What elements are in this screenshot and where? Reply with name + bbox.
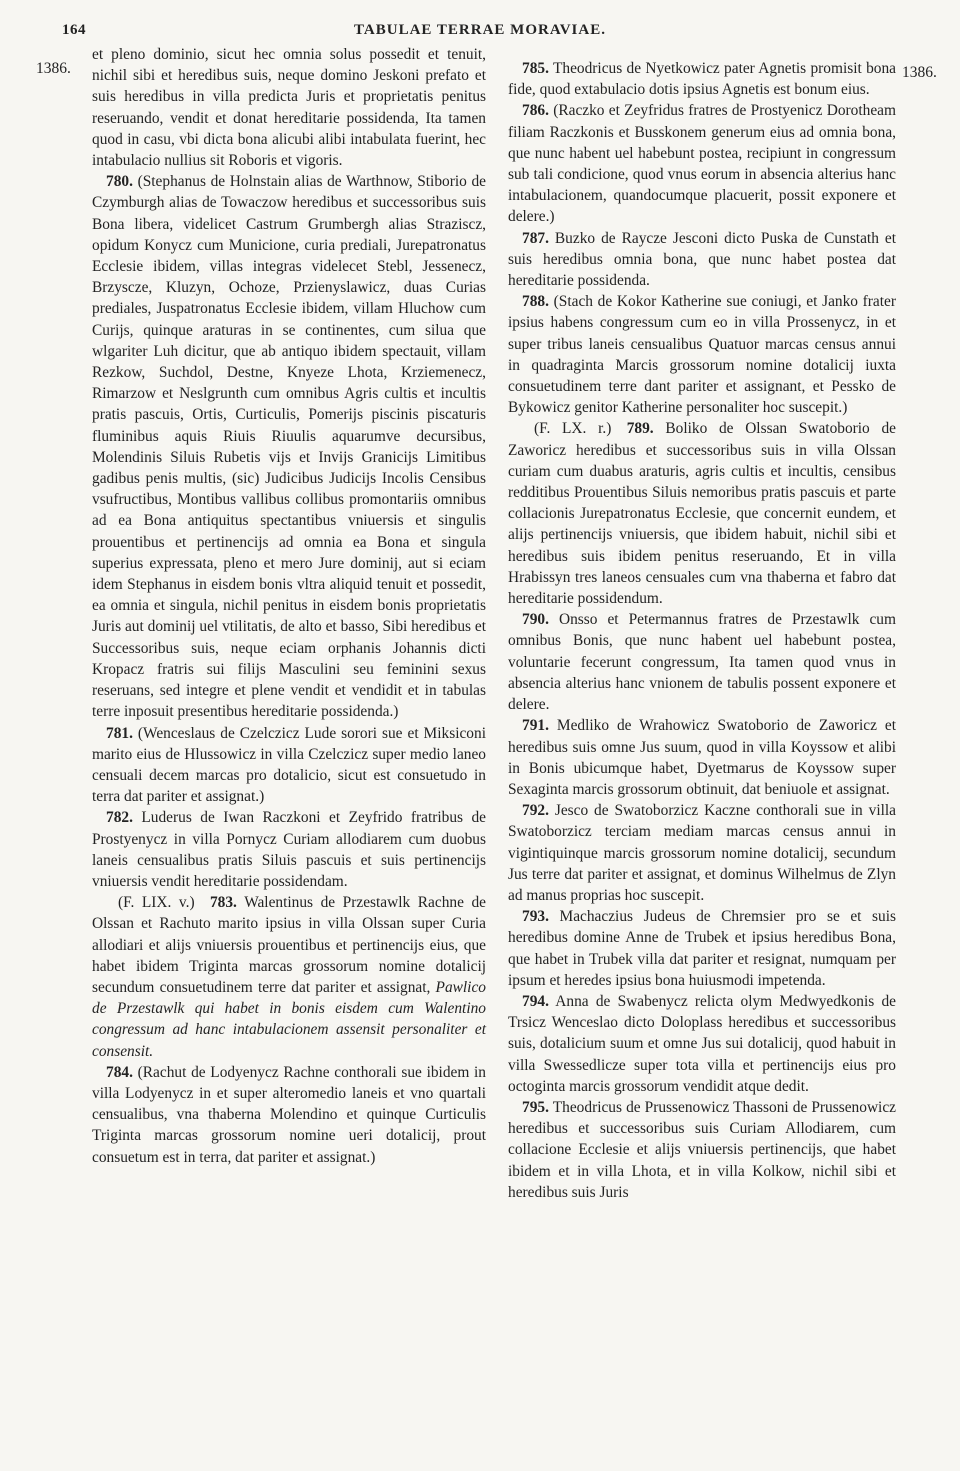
entry-number: 785.	[522, 60, 549, 77]
running-title: TABULAE TERRAE MORAVIAE.	[354, 22, 606, 38]
entry-text: (Raczko et Zeyfridus fratres de Prostyenicz Dorotheam filiam Raczkonis et Busskonem generum eius ad omnia bona, que nunc habent uel habebunt postea, recipiunt in congressum sub tali condicione, quod vnus eorum in absencia alterius hanc intabulacionem, quandocumque placuerit, possit exponere et delere.)	[508, 102, 896, 226]
entry-number: 783.	[209, 894, 237, 912]
entry-number: 788.	[522, 293, 549, 311]
right-entries	[508, 58, 896, 1203]
entry-number: 794.	[522, 992, 549, 1010]
entry-text: Theodricus de Nyetkowicz pater Agnetis promisit bona fide, quod extabulacio dotis ipsius Agnetis est bonum eius.	[508, 60, 897, 99]
margin-year-left: 1386.	[36, 60, 71, 77]
entry-text: Walentinus de Przestawlk Rachne de Olssan et Rachuto marito ipsius in villa Olssan super Curia allodiari et alijs vniuersis prouentibus et pertinencijs eius, que habet ibidem Triginta marcas grossorum nomine dotalicij secundum consuetudinem terre dat pariter et assignat,	[92, 894, 486, 996]
entry-number: 782.	[106, 809, 133, 827]
entry-paragraph	[508, 800, 896, 906]
margin-year-right: 1386.	[902, 64, 937, 81]
right-column	[508, 58, 896, 1203]
entry-text: Theodricus de Prussenowicz Thassoni de Prussenowicz heredibus et successoribus suis Curiam Allodiarem, cum collacione Ecclesie et alijs vniuersis pertinencijs, que habet ibidem et in villa Lhota, et in villa Kolkow, nichil sibi et heredibus suis Juris	[508, 1098, 896, 1201]
entry-text: Buzko de Raycze Jesconi dicto Puska de Cunstath et suis heredibus omnia bona, que nunc habet postea dat hereditarie possidenda.	[508, 229, 896, 290]
entry-number: 786.	[522, 102, 549, 120]
entry-paragraph	[92, 807, 486, 892]
entry-number: 791.	[522, 717, 549, 735]
entry-text: (Wenceslaus de Czelczicz Lude sorori sue et Miksiconi marito eius de Hlussowicz in villa Czelczicz super medio laneo censuali decem marcas pro dotalicio, sicut est consuetudo in terra dat pariter et assignat.)	[92, 724, 486, 806]
entry-paragraph	[92, 892, 486, 1062]
entry-paragraph	[508, 418, 896, 609]
entry-paragraph	[508, 100, 896, 227]
entry-number: 792.	[522, 802, 549, 820]
folio-reference: (F. LX. r.)	[534, 420, 612, 438]
entry-paragraph	[508, 715, 896, 800]
entry-text: Medliko de Wrahowicz Swatoborio de Zaworicz et heredibus suis omne Jus suum, quod in villa Koyssow et alibi in Bonis ubicumque habet, Dyetmarus de Koyssow super Sexaginta marcis grossorum obtinuit, dat beniuole et assignat.	[508, 717, 896, 798]
entry-text: Luderus de Iwan Raczkoni et Zeyfrido fratribus de Prostyenycz in villa Pornycz Curiam allodiarem cum duobus laneis censualibus pratis Siluis pascuis et suis pertinencijs vniuersis vendit hereditarie possidendam.	[92, 809, 486, 890]
left-column	[92, 44, 486, 1168]
entry-text: Onsso et Petermannus fratres de Przestawlk cum omnibus Bonis, que nunc habent uel habebunt postea, voluntarie fecerunt congressum, Ita tamen quod vnus in absencia alterius hanc vnionem de tabulis possent exponere et delere.	[508, 611, 896, 714]
italic-note: Pawlico de Przestawlk qui habet in bonis eisdem cum Walentino congressum ad hanc intabulacionem assensit personaliter et consensit.	[92, 978, 486, 1060]
entry-text: Anna de Swabenycz relicta olym Medwyedkonis de Trsicz Wenceslao dicto Doloplass heredibus et successoribus suis, dotalicium suum et omne Jus sui dotalicij, quod habuit in villa Swessedlicze super tota villa et pertinencijs eius pro octoginta marcis grossorum vendidit atque dedit.	[508, 992, 896, 1095]
entry-paragraph	[508, 1097, 896, 1203]
entry-paragraph	[508, 991, 896, 1097]
continuation-paragraph: et pleno dominio, sicut hec omnia solus possedit et tenuit, nichil sibi et heredibus suis, neque domino Jeskoni prefato et suis heredibus in villa predicta Juris et proprietatis penitus reseruando, vendit et donat hereditarie possidenda, Ita tamen quod in casu, vbi dicta bona alicubi alibi intabulata fuerint, hec intabulacio nullius sit Roboris et vigoris.	[92, 46, 486, 170]
left-entries	[92, 171, 486, 1168]
entry-paragraph	[92, 171, 486, 722]
entry-number: 780.	[106, 173, 133, 191]
entry-paragraph	[508, 906, 896, 991]
entry-paragraph	[508, 609, 896, 715]
entry-text: (Stephanus de Holnstain alias de Warthnow, Stiborio de Czymburgh alias de Towaczow heredibus et successoribus suis Bona libera, videlicet Castrum Grumbergh alias Straziscz, opidum Konycz cum Municione, curia prediali, Jurepatronatus Ecclesie ibidem, villas integras videlecet Stebl, Jessenecz, Brzyscze, Kluzyn, Ochoze, Przienyslawicz, duas Curias prediales, Juspatronatus Ecclesie ibidem, villam Hluchow cum Curijs, quinque araturas in se continentes, cum silua que wlgariter Luh dicitur, que ab antiquo ibidem spectauit, villam Rezkow, Suchdol, Destne, Knyeze Lhota, Krziemenecz, Rimarzow et Neslgrunth cum omnibus Agris cultis et incultis pratis pascuis, Ortis, Curticulis, Pomerijs piscinis piscaturis fluminibus aquis Riuis Riuulis aquarumve decursibus, Molendinis Siluis Rubetis vijs et Invijs Granicijs Limitibus gadibus penis multis, (sic) Judicibus Judicijs Incolis Censibus vsufructibus, Montibus vallibus collibus promontariis omnibus ad ea Bona antiquitus spectantibus vniuersis et singulis prouentibus et pertinencijs ad omnia ea Bona et singula superius expressata, pleno et mero Jure dominij, aut si eciam idem Stephanus in eisdem bonis vltra aliquid tenuit et possedit, ea omnia et singula, nichil penitus in eisdem bonis proprietatis Juris aut dominij uel vtilitatis, de alto et basso, Sibi heredibus et Successoribus suis, neque eciam orphanis Johannis dicti Kropacz fratris sui filijs Masculini seu feminini sexus reseruans, sed integre et plene vendit et vendidit et in tabulas terre inposuit presentibus hereditarie possidenda.)	[92, 173, 486, 721]
entry-number: 789.	[626, 420, 654, 438]
entry-text: Jesco de Swatoborzicz Kaczne conthorali sue in villa Swatoborzicz terciam mediam marcas census annui in vigintiquinque marcis grossorum nomine dotalicij, secundum Jus terre dat pariter et assignat, et dominus Wilhelmus de Zlyn ad manus proprias hoc suscepit.	[508, 802, 896, 904]
entry-paragraph	[508, 291, 896, 418]
entry-number: 793.	[522, 908, 549, 926]
entry-text: Boliko de Olssan Swatoborio de Zaworicz heredibus et successoribus suis in villa Olssan curiam cum duabus araturis, agris cultis et incultis, censibus redditibus Prouentibus Siluis nemoribus pratis pascuis et parte collacionis Jurepatronatus Ecclesie, que concernit eundem, et alijs pertinencijs vniuersis, que ibidem habuit, nichil sibi et heredibus suis ibidem penitus reseruando, Et in villa Hrabissyn tres laneos censuales cum vna thaberna et fabro dat hereditarie possidendum.	[508, 420, 896, 608]
entry-number: 781.	[106, 724, 133, 742]
entry-paragraph	[508, 58, 896, 100]
folio-reference: (F. LIX. v.)	[118, 894, 195, 912]
entry-number: 784.	[106, 1063, 133, 1081]
entry-paragraph	[92, 1062, 486, 1168]
entry-paragraph	[92, 723, 486, 808]
entry-number: 787.	[522, 229, 549, 247]
entry-text: (Rachut de Lodyenycz Rachne conthorali sue ibidem in villa Lodyenycz in et super alteromedio laneis et vno quartali censualibus, vna thaberna Molendino et quinque Curticulis Triginta marcas grossorum nomine ueri dotalicij, prout consuetum est in terra, dat pariter et assignat.)	[92, 1063, 486, 1166]
entry-number: 790.	[522, 611, 549, 629]
entry-number: 795.	[522, 1098, 549, 1116]
entry-text: (Stach de Kokor Katherine sue coniugi, et Janko frater ipsius habens congressum cum eo in villa Prossenycz, in et super tribus laneis censualibus Quatuor marcas census annui in quadraginta Marcis grossorum nomine dotalicij iuxta consuetudinem terre dant pariter et assignant, et Pessko de Bykowicz genitor Katherine personaliter hoc suscepit.)	[508, 293, 897, 417]
entry-paragraph	[508, 228, 896, 292]
page-number: 164	[62, 22, 86, 38]
entry-text: Machaczius Judeus de Chremsier pro se et suis heredibus domine Anne de Trubek et ipsius heredibus Bona, que habet in Trubek villa dat pariter et resignat, numquam per ipsum et heredes ipsius bona huiusmodi impetenda.	[508, 908, 896, 989]
page-header	[0, 18, 960, 44]
